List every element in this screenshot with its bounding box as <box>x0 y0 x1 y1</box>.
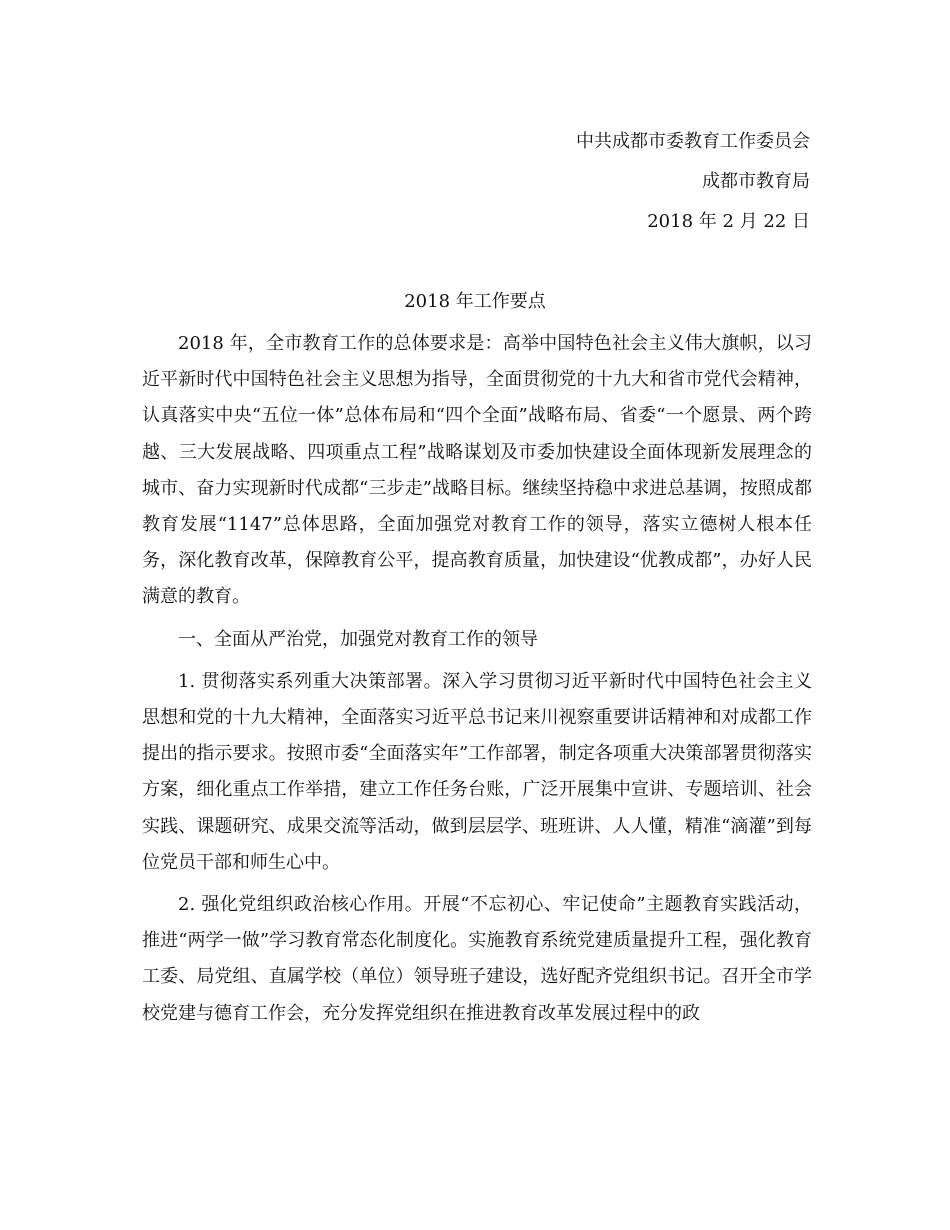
document-body <box>142 326 812 1032</box>
item-paragraph-2: 2. 强化党组织政治核心作用。开展“不忘初心、牢记使命”主题教育实践活动，推进“两学一做”学习教育常态化制度化。实施教育系统党建质量提升工程，强化教育工委、局党组、直属学校（单位）领导班子建设，选好配齐党组织书记。召开全市学校党建与德育工作会，充分发挥党组织在推进教育改革发展过程中的政 <box>142 894 812 1024</box>
issuer-committee: 中共成都市委教育工作委员会 <box>576 131 810 152</box>
issue-date: 2018 年 2 月 22 日 <box>647 211 810 232</box>
item-paragraph-1: 1. 贯彻落实系列重大决策部署。深入学习贯彻习近平新时代中国特色社会主义思想和党的十九大精神，全面落实习近平总书记来川视察重要讲话精神和对成都工作提出的指示要求。按照市委“全面落实年”工作部署，制定各项重大决策部署贯彻落实方案，细化重点工作举措，建立工作任务台账，广泛开展集中宣讲、专题培训、社会实践、课题研究、成果交流等活动，做到层层学、班班讲、人人懂，精准“滴灌”到每位党员干部和师生心中。 <box>142 670 812 873</box>
document-title: 2018 年工作要点 <box>404 291 546 312</box>
section-heading: 一、全面从严治党，加强党对教育工作的领导 <box>178 628 538 650</box>
issuer-bureau: 成都市教育局 <box>702 171 810 192</box>
intro-paragraph: 2018 年，全市教育工作的总体要求是：高举中国特色社会主义伟大旗帜，以习近平新时代中国特色社会主义思想为指导，全面贯彻党的十九大和省市党代会精神，认真落实中央“五位一体”总体布局和“四个全面”战略布局、省委“一个愿景、两个跨越、三大发展战略、四项重点工程”战略谋划及市委加快建设全面体现新发展理念的城市、奋力实现新时代成都“三步走”战略目标。继续坚持稳中求进总基调，按照成都教育发展“1147”总体思路，全面加强党对教育工作的领导，落实立德树人根本任务，深化教育改革，保障教育公平，提高教育质量，加快建设“优教成都”，办好人民满意的教育。 <box>142 333 812 608</box>
signature-block <box>576 122 810 242</box>
